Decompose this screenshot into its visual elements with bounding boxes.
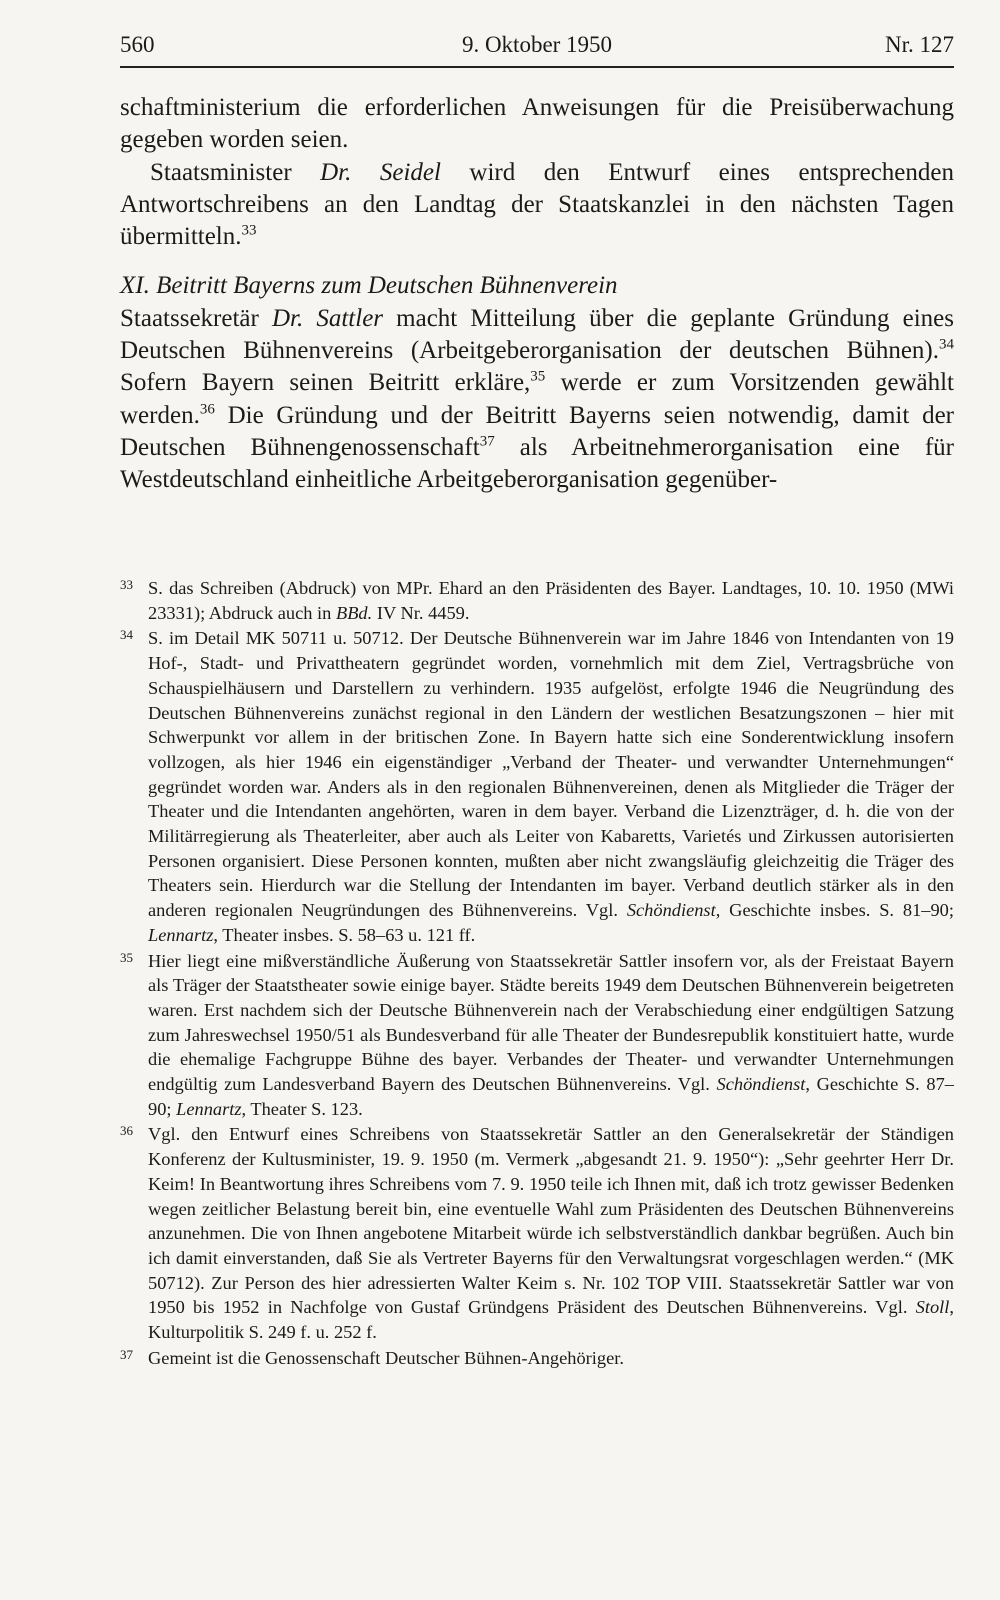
footnote-text: S. das Schreiben (Abdruck) von MPr. Ehard an den Präsidenten des Bayer. Landtages, 10. 10. 1950 (MWi 23331); Abdruck auch in BBd. IV Nr. 4459. (148, 578, 954, 623)
page-number: 560 (120, 32, 155, 57)
paragraph-1: schaftministerium die erforderlichen Anweisungen für die Preisüberwachung gegeben worden seien. (120, 94, 954, 154)
issue-number: Nr. 127 (885, 32, 954, 57)
footnote-ref[interactable]: 34 (939, 336, 954, 353)
footnote-37 (120, 1346, 954, 1371)
section-heading: XI. Beitritt Bayerns zum Deutschen Bühnenverein (120, 272, 618, 300)
person-name: Dr. Sattler (271, 304, 384, 332)
header-date: 9. Oktober 1950 (461, 32, 613, 57)
footnote-number: 37 (120, 1346, 133, 1362)
footnote-text: S. im Detail MK 50711 u. 50712. Der Deutsche Bühnenverein war im Jahre 1846 von Intendanten von 19 Hof-, Stadt- und Privattheatern gegründet worden, vornehmlich mit dem Ziel, Vertragsbrüche von Schauspielhäusern und Darstellern zu verhindern. 1935 aufgelöst, erfolgte 1946 die Neugründung des Deutschen Bühnenvereins zunächst regional in den Ländern der westlichen Besatzungszonen – hier mit Schwerpunkt vor allem in der britischen Zone. In Bayern hatte sich eine Sonderentwicklung insofern vollzogen, als hier 1946 ein eigenständiger „Verband der Theater- und verwandter Unternehmungen“ gegründet worden war. Anders als in den regionalen Bühnenvereinen, denen als Mitglieder die Träger der Theater und die Intendanten angehörten, waren in dem bayer. Verband die Lizenzträger, d. h. die von der Militärregierung als Theaterleiter, aber auch als Leiter von Kabaretts, Varietés und Zirkussen autorisierten Personen organisiert. Diese Personen konnten, mußten aber nicht zwangsläufig gleichzeitig die Träger des Theaters sein. Hierdurch war die Stellung der Intendanten im bayer. Verband deutlich stärker als in den anderen regionalen Neugründungen des Bühnenvereins. Vgl. Schöndienst, Geschichte insbes. S. 81–90; Lennartz, Theater insbes. S. 58–63 u. 121 ff. (148, 628, 954, 945)
footnote-33 (120, 576, 954, 625)
footnote-35 (120, 949, 954, 1122)
footnote-number: 36 (120, 1123, 133, 1139)
footnote-ref[interactable]: 37 (479, 433, 495, 450)
footnote-36 (120, 1122, 954, 1344)
footnotes (120, 576, 954, 1372)
person-name: Dr. Seidel (320, 158, 441, 186)
footnote-ref[interactable]: 33 (241, 222, 257, 239)
footnote-text: Vgl. den Entwurf eines Schreibens von Staatssekretär Sattler an den Generalsekretär der Ständigen Konferenz der Kultusminister, 19. 9. 1950 (m. Vermerk „abgesandt 21. 9. 1950“): „Sehr geehrter Herr Dr. Keim! In Beantwortung ihres Schreibens vom 7. 9. 1950 teile ich Ihnen mit, daß ich trotz gewisser Bedenken wegen zeitlicher Belastung bereit bin, eine eventuelle Wahl zum Präsidenten des Deutschen Bühnenvereins anzunehmen. Die von Ihnen angebotene Mitarbeit würde ich selbstverständlich dankbar begrüßen. Auch bin ich damit einverstanden, daß Sie als Vertreter Bayerns für den Verwaltungsrat vorgeschlagen werden.“ (MK 50712). Zur Person des hier adressierten Walter Keim s. Nr. 102 TOP VIII. Staatssekretär Sattler war von 1950 bis 1952 in Nachfolge von Gustaf Gründgens Präsident des Deutschen Bühnenvereins. Vgl. Stoll, Kulturpolitik S. 249 f. u. 252 f. (148, 1124, 954, 1343)
paragraph-2: Staatsminister Dr. Seidel wird den Entwurf eines entsprechenden Antwortschreibens an den Landtag der Staatskanzlei in den nächsten Tagen übermitteln.$^{33}$ (120, 158, 954, 251)
footnote-34 (120, 626, 954, 947)
main-text (120, 92, 954, 497)
footnote-text: Gemeint ist die Genossenschaft Deutscher Bühnen-Angehöriger. (148, 1347, 624, 1368)
paragraph-3: Staatssekretär Dr. Sattler macht Mitteilung über die geplante Gründung eines Deutschen Bühnenvereins (Arbeitgeberorganisation der deutschen Bühnen).$^{34}$ Sofern Bayern seinen Beitritt erkläre,$^{35}$ werde er zum Vorsitzenden gewählt werden.$^{36}$ Die Gründung und der Beitritt Bayerns seien notwendig, damit der Deutschen Bühnengenossenschaft$^{37}$ als Arbeitnehmerorganisation eine für Westdeutschland einheitliche Arbeitgeberorganisation gegenüber- (120, 304, 954, 494)
footnote-number: 34 (120, 627, 133, 643)
footnote-number: 35 (120, 949, 133, 965)
footnote-ref[interactable]: 35 (530, 369, 546, 386)
running-header (120, 32, 954, 68)
footnote-text: Hier liegt eine mißverständliche Äußerung von Staatssekretär Sattler insofern vor, als der Freistaat Bayern als Träger der Staatstheater sowie einige bayer. Städte bereits 1949 dem Deutschen Bühnenverein beigetreten waren. Erst nachdem sich der Deutsche Bühnenverein nach der Verabschiedung einer endgültigen Satzung zum Jahreswechsel 1950/51 als Bundesverband für alle Theater der Bundesrepublik konstituiert hatte, wurde die ehemalige Fachgruppe Bühne des bayer. Verbandes der Theater- und verwandter Unternehmungen endgültig zum Landesverband Bayern des Deutschen Bühnenvereins. Vgl. Schöndienst, Geschichte S. 87–90; Lennartz, Theater S. 123. (148, 950, 954, 1119)
footnote-number: 33 (120, 577, 133, 592)
footnote-ref[interactable]: 36 (199, 401, 215, 418)
